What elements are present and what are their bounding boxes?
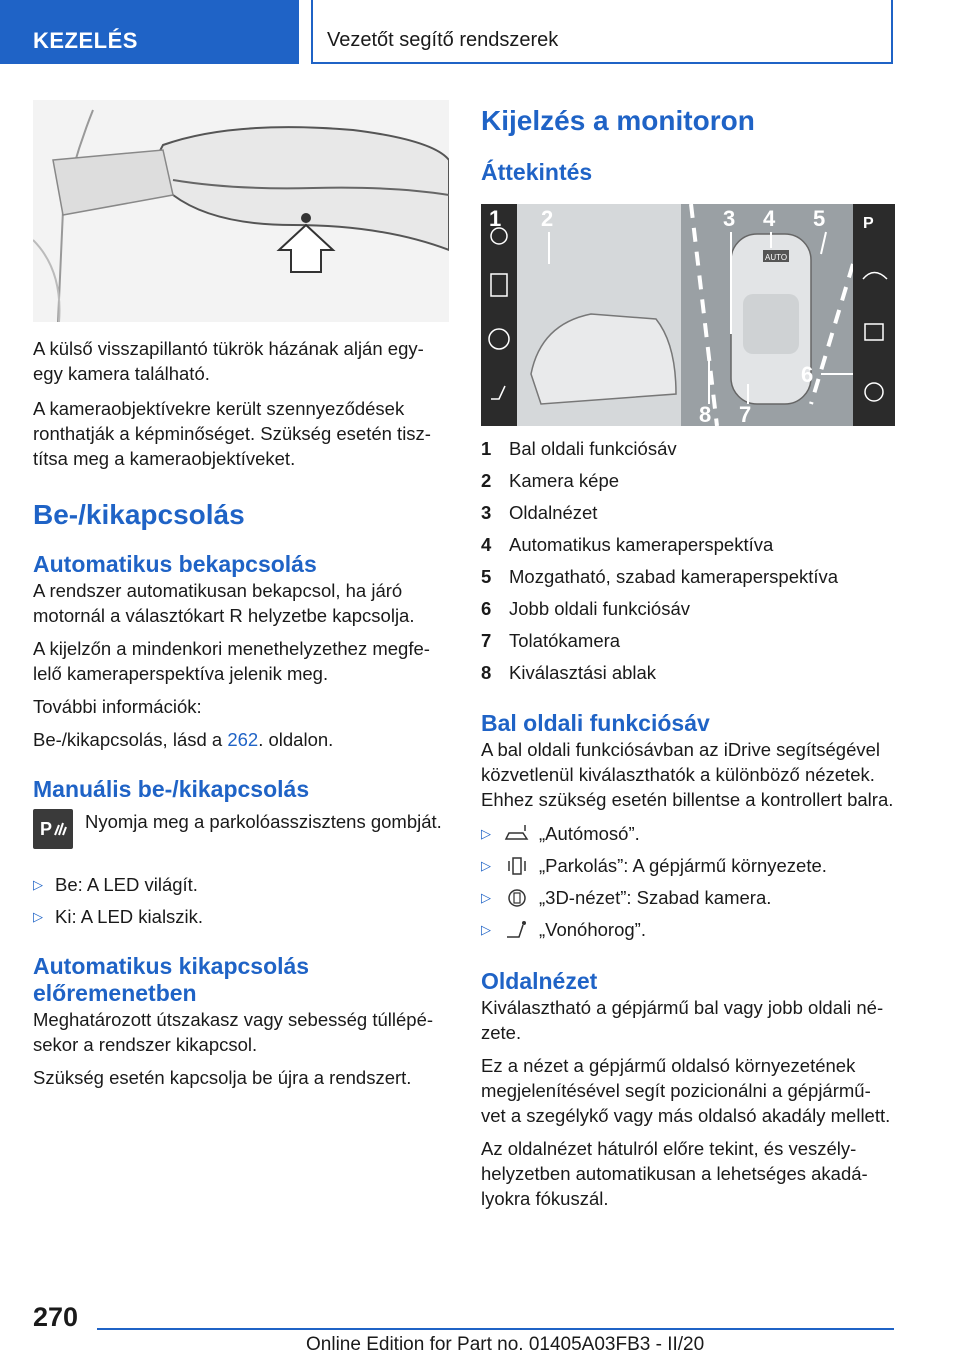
heading-auto-off: Automatikus kikapcsolás előremenetben (33, 953, 310, 1006)
heading-side-view: Oldalnézet (481, 968, 598, 994)
footer-divider (97, 1328, 894, 1330)
auto-on-text-2: A kijelzőn a mindenkori menethelyzethez megfe-lelő kameraperspektíva jelenik meg. (33, 638, 430, 684)
bullet-text: „Autómosó”. (539, 823, 640, 844)
left-bar-text: A bal oldali funkciósávban az iDrive segítségével közvetlenül kiválaszthatók a különböző nézetek. Ehhez szükség esetén billentse a kontrollert balra. (481, 739, 894, 810)
legend-text: Kiválasztási ablak (509, 662, 657, 683)
side-view-text-1: Kiválasztható a gépjármű bal vagy jobb oldali né-zete. (481, 997, 884, 1043)
monitor-screenshot (481, 204, 895, 426)
car-wash-icon (503, 823, 531, 845)
manual-text: Nyomja meg a parkolóasszisztens gombját. (85, 811, 442, 832)
manual-row (33, 809, 449, 849)
dirt-note: A kameraobjektívekre került szennyeződések ronthatják a képminőséget. Szükség esetén tisz-títsa meg a kameraobjektíveket. (33, 398, 431, 469)
heading-display: Kijelzés a monitoron (481, 105, 755, 136)
ref-suffix: . oldalon. (258, 729, 334, 750)
legend-number: 5 (481, 566, 492, 587)
legend-item (481, 630, 895, 662)
bullet-text: Be: A LED világít. (55, 874, 198, 895)
section-tab (0, 0, 299, 64)
svg-text:AUTO: AUTO (765, 253, 788, 262)
bullet-text: Ki: A LED kialszik. (55, 906, 204, 927)
legend-text: Kamera képe (509, 470, 620, 491)
legend-item (481, 534, 895, 566)
led-bullet-list (33, 869, 449, 933)
legend-item (481, 598, 895, 630)
bullet-text: „3D-nézet”: Szabad kamera. (539, 887, 772, 908)
auto-off-text-1: Meghatározott útszakasz vagy sebesség túllépé-sekor a rendszer kikapcsol. (33, 1009, 434, 1055)
screen-label: 3 (723, 206, 736, 231)
legend-item (481, 662, 895, 694)
legend-item (481, 566, 895, 598)
chapter-title: Vezetőt segítő rendszerek (327, 29, 559, 51)
bullet-item: ▷ „3D-nézet”: Szabad kamera. (481, 887, 772, 908)
screen-label: 4 (763, 206, 776, 231)
ref-prefix: Be-/kikapcsolás, lásd a (33, 729, 228, 750)
screen-label: 1 (489, 206, 502, 231)
legend-text: Mozgatható, szabad kameraperspektíva (509, 566, 839, 587)
legend-number: 6 (481, 598, 492, 619)
bullet-text: „Parkolás”: A gépjármű környezete. (539, 855, 827, 876)
legend-number: 8 (481, 662, 492, 683)
legend-number: 4 (481, 534, 492, 555)
left-bar-items (481, 818, 895, 946)
svg-text:P: P (40, 819, 53, 839)
page-number: 270 (33, 1302, 79, 1332)
legend-text: Automatikus kameraperspektíva (509, 534, 774, 555)
legend-text: Jobb oldali funkciósáv (509, 598, 690, 619)
legend-item (481, 438, 895, 470)
side-view-text-2: Ez a nézet a gépjármű oldalsó környezetének megjelenítésével segít pozicionálni a gépjármű-vet a szegélykő vagy más oldalsó akadály mellett. (481, 1055, 891, 1126)
heading-left-bar: Bal oldali funkciósáv (481, 710, 710, 736)
heading-overview: Áttekintés (481, 159, 593, 185)
3d-view-icon (503, 887, 531, 909)
auto-off-text-2: Szükség esetén kapcsolja be újra a rendszert. (33, 1067, 412, 1088)
heading-on-off: Be-/kikapcsolás (33, 499, 245, 530)
mirror-camera-illustration (33, 100, 449, 322)
heading-manual: Manuális be-/kikapcsolás (33, 776, 310, 802)
legend-text: Tolatókamera (509, 630, 621, 651)
legend-list (481, 438, 895, 694)
legend-item (481, 470, 895, 502)
auto-on-text-1: A rendszer automatikusan bekapcsol, ha járó motornál a választókart R helyzetbe kapcsolja. (33, 580, 415, 626)
bullet-item: ▷ Ki: A LED kialszik. (33, 906, 204, 927)
legend-number: 1 (481, 438, 492, 459)
screen-label: 7 (739, 402, 752, 426)
legend-item (481, 502, 895, 534)
section-label: KEZELÉS (33, 28, 138, 53)
more-info: További információk: (33, 696, 202, 717)
page-link[interactable]: 262 (227, 729, 259, 750)
legend-number: 3 (481, 502, 492, 523)
legend-number: 2 (481, 470, 492, 491)
screen-label: 8 (699, 402, 712, 426)
bullet-item: ▷ „Vonóhorog”. (481, 919, 646, 940)
legend-text: Bal oldali funkciósáv (509, 438, 677, 459)
side-view-text-3: Az oldalnézet hátulról előre tekint, és veszély-helyzetben automatikusan a lehetséges akadá-lyokra fókuszál. (481, 1138, 868, 1209)
left-column (33, 100, 449, 1090)
park-assist-button-icon (33, 809, 73, 849)
tow-hook-icon (503, 919, 531, 941)
heading-auto-on: Automatikus bekapcsolás (33, 551, 317, 577)
screen-label: 6 (801, 362, 814, 387)
svg-text:P: P (863, 215, 874, 232)
chapter-tab (311, 0, 893, 64)
right-column (481, 100, 895, 1211)
bullet-item: ▷ „Autómosó”. (481, 823, 640, 844)
screen-label: 5 (813, 206, 826, 231)
bullet-item: ▷ Be: A LED világít. (33, 874, 198, 895)
mirror-caption: A külső visszapillantó tükrök házának alján egy-egy kamera található. (33, 338, 424, 384)
bullet-text: „Vonóhorog”. (539, 919, 646, 940)
legend-number: 7 (481, 630, 492, 651)
bullet-item: ▷ „Parkolás”: A gépjármű környezete. (481, 855, 827, 876)
legend-text: Oldalnézet (509, 502, 598, 523)
screen-label: 2 (541, 206, 554, 231)
edition-note: Online Edition for Part no. 01405A03FB3 - II/20 (306, 1334, 705, 1355)
reference-line (33, 727, 449, 752)
parking-view-icon (503, 855, 531, 877)
